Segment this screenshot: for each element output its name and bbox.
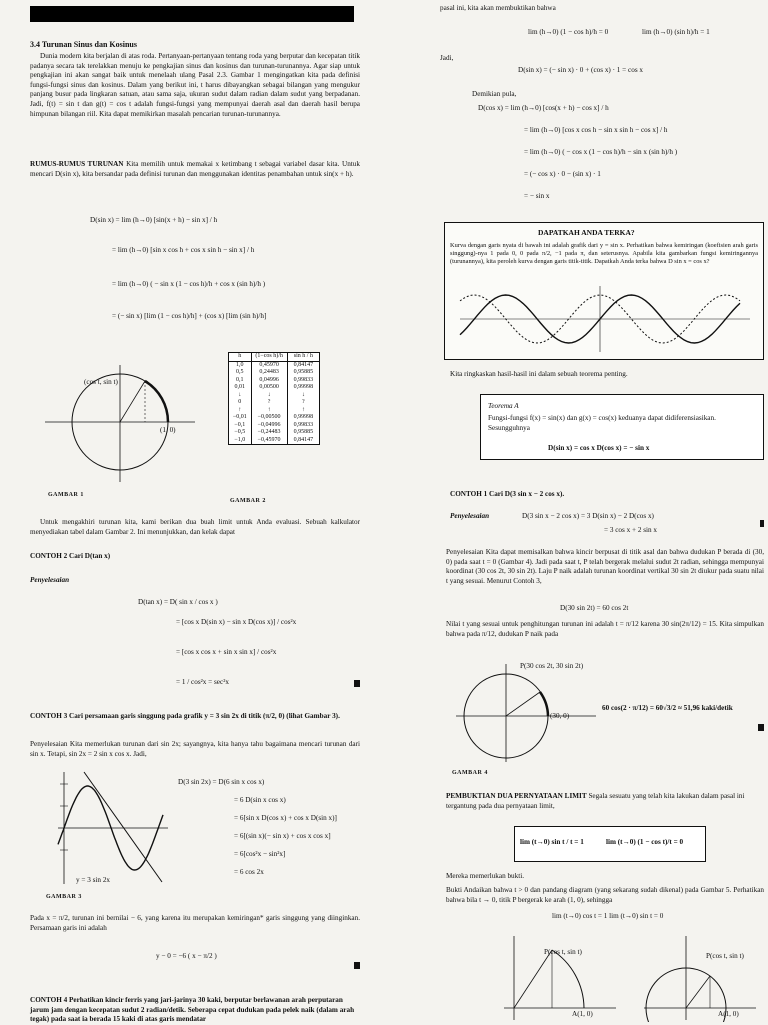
- table-row: [229, 429, 319, 437]
- table-cell: ↓: [287, 392, 319, 400]
- fig3-curve-label: y = 3 sin 2x: [76, 876, 111, 884]
- table-cell: 0,95885: [287, 369, 319, 377]
- table-cell: ↑: [251, 407, 287, 415]
- fig4-caption: GAMBAR 4: [452, 770, 488, 776]
- limbox-1: lim (t→0) sin t / t = 1: [520, 838, 584, 846]
- figure-5b: [640, 932, 760, 1022]
- tangent-line-eq: y − 0 = −6 ( x − π/2 ): [156, 952, 217, 960]
- mereka: Mereka memerlukan bukti.: [446, 872, 525, 880]
- contoh-3-text: CONTOH 3 Cari persamaan garis singgung pada grafik y = 3 sin 2x di titik (π/2, 0) (lihat Gambar 3).: [30, 712, 340, 720]
- table-head-h: h: [238, 353, 242, 359]
- teorema-text: Fungsi-fungsi f(x) = sin(x) dan g(x) = cos(x) keduanya dapat didiferensiasikan. Sesungguhnya: [488, 414, 716, 432]
- c3-eq: = 6 D(sin x cos x): [234, 796, 286, 804]
- figure-2-table: [228, 352, 320, 445]
- c3-eq: = 6 cos 2x: [234, 868, 264, 876]
- table-cell: −1,0: [234, 436, 246, 443]
- table-cell: 0,99833: [287, 422, 319, 430]
- table-cell: −0,1: [234, 421, 246, 428]
- table-row: [229, 362, 319, 370]
- table-cell: ↑: [238, 406, 242, 413]
- bukti-intro: Segala sesuatu yang telah kita lakukan dalam pasal ini tergantung pada dua pernyataan limit,: [446, 792, 745, 810]
- contoh-2-penyelesaian: Penyelesaian: [30, 576, 70, 584]
- table-cell: ?: [251, 399, 287, 407]
- contoh-4-text-2: Nilai t yang sesuai untuk penghitungan turunan ini adalah t = π/12 karena 30 sin(2π/12) = 15. Kita simpulkan bahwa pada π/12, dudukan P naik pada: [446, 620, 764, 638]
- rumus-text: Kita memilih untuk memakai x ketimbang t sebagai variabel dasar kita. Untuk mencari D(sin x), kita bersandar pada definisi turunan dan menggunakan identitas penambahan untuk sin(x + h).: [30, 160, 360, 178]
- lim-1: lim (h→0) (1 − cos h)/h = 0: [528, 28, 609, 36]
- table-header: [229, 353, 319, 362]
- contoh-2-heading: CONTOH 2 Cari D(tan x): [30, 552, 111, 560]
- c3-eq: D(3 sin 2x) = D(6 sin x cos x): [178, 778, 265, 786]
- table-row: [229, 407, 319, 415]
- table-cell: 0,99833: [287, 377, 319, 385]
- c2-eq-4: = 1 / cos²x = sec²x: [176, 678, 229, 686]
- contoh-3: [30, 712, 360, 722]
- table-cell: 0,24483: [251, 369, 287, 377]
- table-head-a: (1−cos h)/h: [251, 353, 287, 361]
- table-cell: ↑: [287, 407, 319, 415]
- derivation-eq-1: D(sin x) = lim (h→0) [sin(x + h) − sin x] / h: [90, 216, 218, 224]
- table-cell: 0,99998: [287, 384, 319, 392]
- figure-4-wheel: [450, 660, 600, 764]
- table-cell: 0,01: [234, 384, 245, 390]
- cos-eq: = (− cos x) · 0 − (sin x) · 1: [524, 170, 601, 178]
- derivation-eq-4: = (− sin x) [lim (1 − cos h)/h] + (cos x) [lim (sin h)/h]: [112, 312, 267, 320]
- jadi-eq: D(sin x) = (− sin x) · 0 + (cos x) · 1 = cos x: [518, 66, 644, 74]
- table-row: [229, 392, 319, 400]
- table-row: [229, 414, 319, 422]
- bukti-text: Bukti Andaikan bahwa t > 0 dan pandang diagram (yang sekarang sudah dikenal) pada Gambar 5. Perhatikan bahwa bila t → 0, titik P bergerak ke arah (1, 0), sehingga: [446, 886, 764, 904]
- table-row: [229, 369, 319, 377]
- contoh-4-solution: Penyelesaian Kita dapat memisalkan bahwa kincir berpusat di titik asal dan bahwa dudukan P berada di (30, 0) pada saat t = 0 (Gambar 4). Jadi pada saat t, P telah bergerak melalui sudut 2t radian, sehingga mempunyai koordinat (30 cos 2t, 30 sin 2t). Laju P naik adalah turunan koordinat vertikal 30 sin 2t diukur pada suatu nilai t yang sesuai. Menurut Contoh 3,: [446, 548, 764, 585]
- table-cell: 0,99998: [287, 414, 319, 422]
- table-row: [229, 377, 319, 385]
- c1-eq-1: D(3 sin x − 2 cos x) = 3 D(sin x) − 2 D(cos x): [522, 512, 654, 520]
- c1-eq-2: = 3 cos x + 2 sin x: [604, 526, 658, 534]
- fig5a-axis: A(1, 0): [572, 1010, 593, 1018]
- teorema-title: Teorema A: [488, 402, 519, 410]
- bukti-paragraph: [446, 792, 764, 811]
- box-text: Kurva dengan garis nyata di bawah ini adalah grafik dari y = sin x. Perhatikan bahwa kemiringan (koefisien arah garis singgung)-nya 1 pada 0, 0 pada π/2, −1 pada π, dan seterusnya. Apabila kita gambarkan fungsi kemiringannya (turunannya), kita peroleh kurva dengan garis titik-titik. Dapatkah Anda terka bahwa D sin x = cos x?: [450, 242, 758, 265]
- end-mark: [758, 724, 764, 731]
- table-row: [229, 399, 319, 407]
- contoh-4-text: CONTOH 4 Perhatikan kincir ferris yang jari-jarinya 30 kaki, berputar berlawanan arah perputaran jarum jam dengan kecepatan sudut 2 radian/detik. Seberapa cepat dudukan pada pelek naik (dalam arah tegak) pada saat ia berada 15 kaki di atas garis mendatar: [30, 996, 355, 1024]
- table-cell: 0,1: [236, 376, 244, 383]
- table-cell: 0,84147: [287, 437, 319, 445]
- c2-eq-1: D(tan x) = D( sin x / cos x ): [138, 598, 218, 606]
- bukti-eq: lim (t→0) cos t = 1 lim (t→0) sin t = 0: [552, 912, 664, 920]
- fig4-result: 60 cos(2 · π/12) = 60√3/2 ≈ 51,96 kaki/detik: [602, 704, 733, 712]
- lim-2: lim (h→0) (sin h)/h = 1: [642, 28, 710, 36]
- cos-eq: = − sin x: [524, 192, 550, 200]
- table-cell: 0,00500: [251, 384, 287, 392]
- contoh-4: [30, 996, 360, 1025]
- bukti-heading: PEMBUKTIAN DUA PERNYATAAN LIMIT: [446, 792, 587, 800]
- table-cell: 0,04996: [251, 377, 287, 385]
- demikian: Demikian pula,: [472, 90, 517, 98]
- table-cell: 0,5: [236, 369, 244, 375]
- derivation-eq-3: = lim (h→0) ( − sin x (1 − cos h)/h + cos x (sin h)/h ): [112, 280, 266, 288]
- contoh-3-conclusion: Pada x = π/2, turunan ini bernilai − 6, yang karena itu merupakan kemiringan* garis singgung yang diinginkan. Persamaan garis ini adalah: [30, 914, 360, 932]
- table-body: [229, 362, 319, 445]
- c3-eq: = 6[sin x D(cos x) + cos x D(sin x)]: [234, 814, 337, 822]
- figure-3-sine-graph: [44, 770, 172, 886]
- table-cell: −0,04996: [251, 422, 287, 430]
- table-cell: 0: [238, 399, 242, 405]
- ringkas: Kita ringkaskan hasil-hasil ini dalam sebuah teorema penting.: [450, 370, 628, 378]
- table-cell: −0,01: [232, 414, 247, 420]
- fig3-caption: GAMBAR 3: [46, 894, 82, 900]
- fig5b-point: P(cos t, sin t): [706, 952, 744, 960]
- fig2-caption: GAMBAR 2: [230, 498, 266, 504]
- table-cell: 0,45970: [251, 362, 287, 370]
- table-cell: 0,95885: [287, 429, 319, 437]
- table-cell: ↓: [238, 391, 242, 398]
- cos-eq: = lim (h→0) ( − cos x (1 − cos h)/h − sin x (sin h)/h ): [524, 148, 678, 156]
- derivation-eq-2: = lim (h→0) [sin x cos h + cos x sin h − sin x] / h: [112, 246, 255, 254]
- c4-eq: D(30 sin 2t) = 60 cos 2t: [560, 604, 629, 612]
- right-top-text: pasal ini, kita akan membuktikan bahwa: [440, 4, 556, 12]
- contoh-3-solution: Penyelesaian Kita memerlukan turunan dari sin 2x; sayangnya, kita hanya tahu bagaimana mencari turunan dari sin x. Tetapi, sin 2x = 2 sin x cos x. Jadi,: [30, 740, 360, 758]
- fig4-axis-label: (30, 0): [550, 712, 570, 720]
- c2-eq-3: = [cos x cos x + sin x sin x] / cos²x: [176, 648, 277, 656]
- c3-eq: = 6[(sin x)(− sin x) + cos x cos x]: [234, 832, 331, 840]
- cos-eq: D(cos x) = lim (h→0) [cos(x + h) − cos x] / h: [478, 104, 609, 112]
- table-cell: −0,24483: [251, 429, 287, 437]
- fig4-point-label: P(30 cos 2t, 30 sin 2t): [520, 662, 584, 670]
- section-title: 3.4 Turunan Sinus dan Kosinus: [30, 40, 137, 49]
- cos-eq: = lim (h→0) [cos x cos h − sin x sin h − cos x] / h: [524, 126, 668, 134]
- fig5a-point: P(cos t, sin t): [544, 948, 582, 956]
- rumus-heading: RUMUS-RUMUS TURUNAN: [30, 160, 124, 168]
- contoh-1-penyelesaian: Penyelesaian: [450, 512, 490, 520]
- table-row: [229, 384, 319, 392]
- table-cell: −0,45970: [251, 437, 287, 445]
- figure-1-unit-circle: [40, 360, 200, 485]
- jadi: Jadi,: [440, 54, 454, 62]
- intro-paragraph: Dunia modern kita berjalan di atas roda. Pertanyaan-pertanyaan tentang roda yang berputar dan kecepatan titik padanya secara tak terelakkan menuju ke pengkajian sinus dan kosinus dan turunan-turunannya. Agar siap untuk pengkajian ini akan sangat baik untuk menelaah ulang Pasal 2.3. Gambar 1 mengingatkan kita pada definisi fungsi-fungsi sinus dan kosinus. Dalam yang berikut ini, t harus dibayangkan sebagai bilangan yang mengukur panjang busur pada lingkaran satuan, atau sama saja, ukuran sudut dalam radian dalam sudut yang berpadanan. Jadi, f(t) = sin t dan g(t) = cos t adalah fungsi-fungsi yang mempunyai daerah asal dan daerah hasil berupa himpunan bilangan riil. Kita dapat memikirkan masalah pencarian turunan-turunannya.: [30, 52, 360, 118]
- fig1-caption: GAMBAR 1: [48, 492, 84, 498]
- paragraph-2: Untuk mengakhiri turunan kita, kami berikan dua buah limit untuk Anda evaluasi. Sebuah kalkulator menyediakan tabel dalam Gambar 2. Ini menunjukkan, dan kelak dapat: [30, 518, 360, 536]
- figure-5a: [500, 932, 620, 1022]
- c3-eq: = 6[cos²x − sin²x]: [234, 850, 286, 858]
- limbox-2: lim (t→0) (1 − cos t)/t = 0: [606, 838, 684, 846]
- end-mark: [354, 680, 360, 687]
- teorema-eq: D(sin x) = cos x D(cos x) = − sin x: [548, 444, 650, 452]
- fig5b-axis: A(1, 0): [718, 1010, 739, 1018]
- table-row: [229, 437, 319, 445]
- table-cell: ?: [287, 399, 319, 407]
- c2-eq-2: = [cos x D(sin x) − sin x D(cos x)] / cos²x: [176, 618, 297, 626]
- table-head-b: sin h / h: [287, 353, 319, 361]
- box-title: DAPATKAH ANDA TERKA?: [538, 228, 635, 237]
- end-mark: [354, 962, 360, 969]
- chapter-bar: [30, 6, 354, 22]
- table-cell: 0,84147: [287, 362, 319, 370]
- fig1-point-label: (cos t, sin t): [84, 378, 118, 386]
- table-row: [229, 422, 319, 430]
- table-cell: 1,0: [236, 361, 244, 368]
- contoh-1: CONTOH 1 Cari D(3 sin x − 2 cos x).: [450, 490, 565, 498]
- table-cell: ↓: [251, 392, 287, 400]
- end-mark: [760, 520, 764, 527]
- table-cell: −0,00500: [251, 414, 287, 422]
- box-graph: [450, 284, 758, 354]
- rumus-paragraph: [30, 160, 360, 179]
- table-cell: −0,5: [234, 429, 246, 435]
- fig1-axis-label: (1, 0): [160, 426, 176, 434]
